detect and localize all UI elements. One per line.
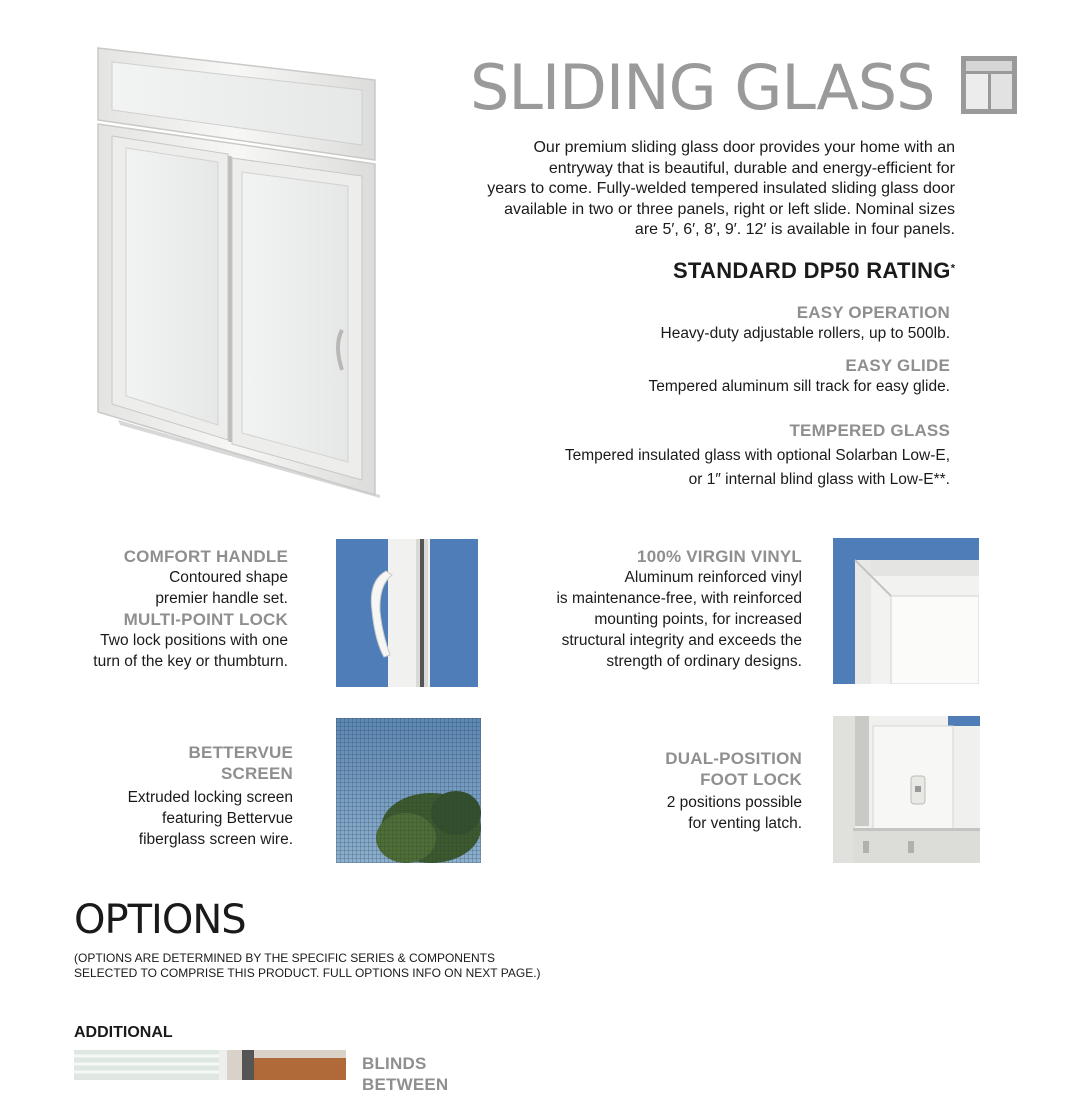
additional-heading: ADDITIONAL	[74, 1024, 173, 1041]
feature-title: SCREEN	[220, 764, 293, 783]
feature-text: Tempered aluminum sill track for easy glide.	[648, 378, 950, 395]
blinds-title-line: BETWEEN	[362, 1075, 449, 1094]
blinds-photo	[74, 1050, 346, 1080]
feature-text: structural integrity and exceeds the	[561, 632, 802, 649]
feature-comfort-handle	[60, 546, 288, 672]
feature-title: TEMPERED GLASS	[789, 421, 950, 440]
feature-title: FOOT LOCK	[700, 770, 802, 789]
feature-title: BETTERVUE	[188, 743, 293, 762]
feature-text: featuring Bettervue	[162, 810, 293, 827]
feature-title: EASY GLIDE	[845, 356, 950, 375]
feature-title: DUAL-POSITION	[665, 749, 802, 768]
foot-lock-photo	[833, 716, 980, 863]
options-heading: OPTIONS	[74, 897, 246, 943]
feature-text: is maintenance-free, with reinforced	[556, 590, 802, 607]
rating-footnote-mark: *	[950, 262, 955, 275]
feature-text: strength of ordinary designs.	[606, 653, 802, 670]
feature-text: Heavy-duty adjustable rollers, up to 500lb.	[660, 325, 950, 342]
feature-title: EASY OPERATION	[796, 303, 950, 322]
options-note-line: SELECTED TO COMPRISE THIS PRODUCT. FULL OPTIONS INFO ON NEXT PAGE.)	[74, 966, 541, 980]
handle-photo	[336, 539, 478, 687]
door-product-image	[90, 40, 380, 500]
feature-virgin-vinyl	[500, 546, 802, 672]
feature-text: premier handle set.	[155, 590, 288, 607]
options-note	[74, 951, 541, 981]
rating-heading: STANDARD DP50 RATING	[672, 258, 951, 283]
feature-text: Two lock positions with one	[100, 632, 288, 649]
vinyl-corner-photo	[833, 538, 979, 684]
feature-foot-lock	[560, 748, 802, 834]
blinds-title-line: BLINDS	[362, 1054, 427, 1073]
feature-text: fiberglass screen wire.	[138, 831, 293, 848]
product-description	[440, 138, 955, 241]
screen-mesh-photo	[336, 718, 481, 863]
feature-text: Extruded locking screen	[127, 789, 293, 806]
feature-text: turn of the key or thumbturn.	[93, 653, 288, 670]
blinds-between-heading	[362, 1053, 448, 1095]
feature-easy-glide	[520, 355, 950, 397]
feature-title: MULTI-POINT LOCK	[123, 610, 288, 629]
description-line: entryway that is beautiful, durable and energy-efficient for	[548, 159, 955, 177]
feature-text: 2 positions possible	[666, 794, 802, 811]
feature-text: mounting points, for increased	[594, 611, 802, 628]
description-line: are 5′, 6′, 8′, 9′. 12′ is available in four panels.	[634, 221, 955, 238]
description-line: available in two or three panels, right or left slide. Nominal sizes	[504, 200, 955, 218]
feature-easy-operation	[520, 302, 950, 344]
feature-text: Aluminum reinforced vinyl	[624, 569, 802, 586]
feature-title: 100% VIRGIN VINYL	[637, 547, 802, 566]
feature-bettervue-screen	[80, 742, 293, 850]
sliding-door-icon	[960, 55, 1018, 115]
feature-title: COMFORT HANDLE	[123, 547, 288, 566]
feature-text: Contoured shape	[169, 569, 288, 586]
options-note-line: (OPTIONS ARE DETERMINED BY THE SPECIFIC SERIES & COMPONENTS	[74, 951, 495, 965]
sliding-door-illustration	[90, 40, 380, 500]
feature-text: Tempered insulated glass with optional Solarban Low-E,	[564, 447, 950, 464]
description-line: Our premium sliding glass door provides your home with an	[533, 139, 955, 156]
description-line: years to come. Fully-welded tempered insulated sliding glass door	[487, 180, 955, 197]
feature-tempered-glass	[500, 420, 950, 490]
page-title: SLIDING GLASS	[470, 51, 935, 124]
feature-text: or 1″ internal blind glass with Low-E**.	[688, 471, 950, 488]
feature-text: for venting latch.	[688, 815, 802, 832]
